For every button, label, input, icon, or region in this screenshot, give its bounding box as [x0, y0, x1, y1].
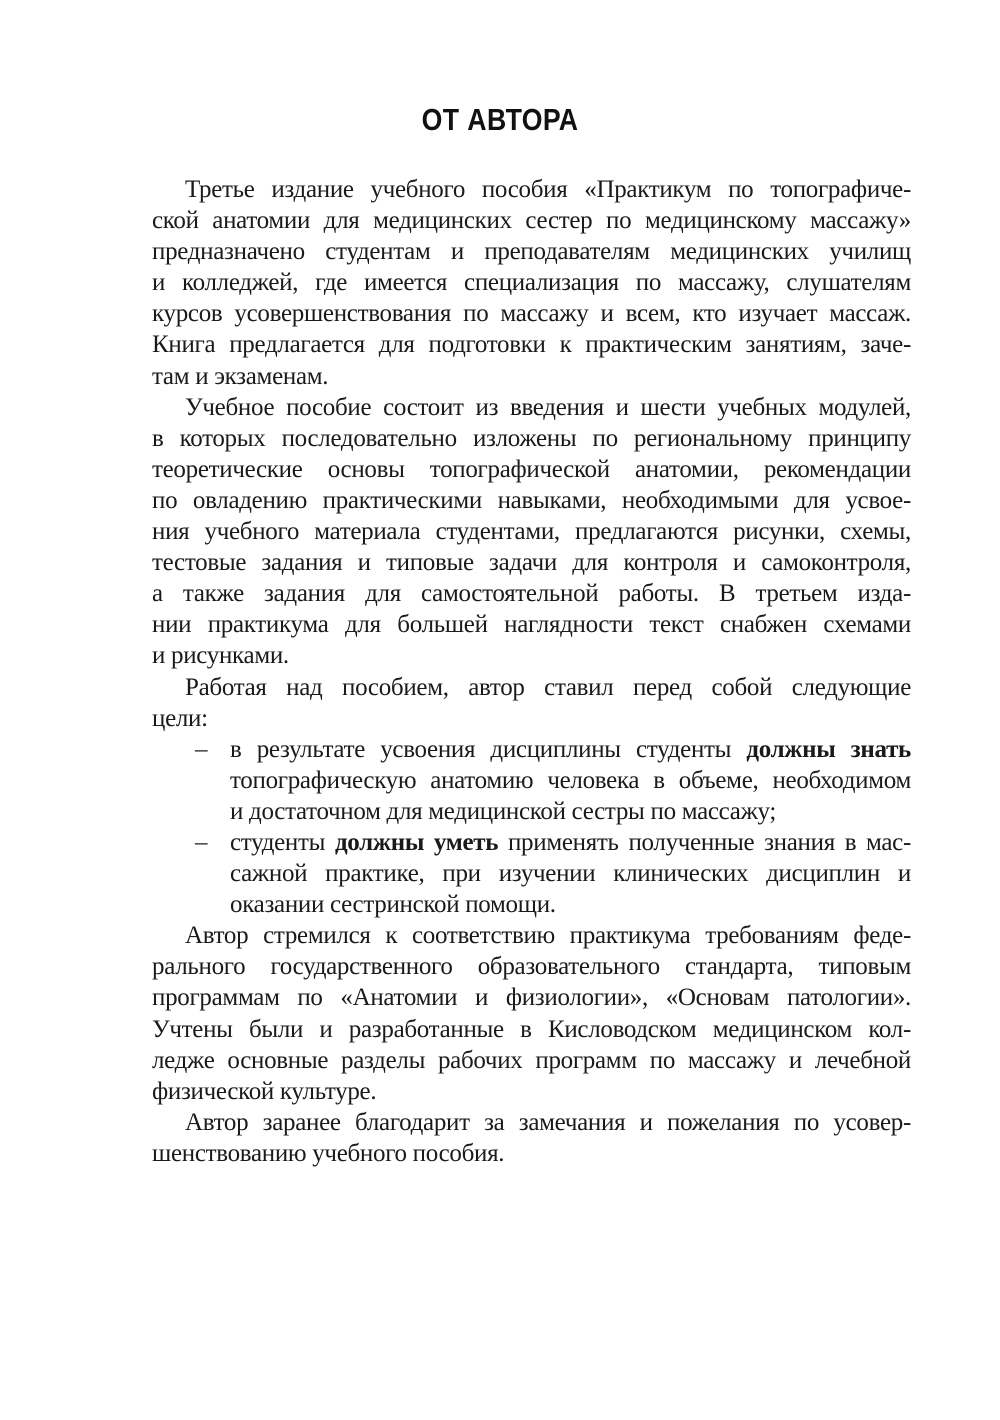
bold-term: должны знать — [746, 735, 911, 763]
dash-bullet: – — [195, 828, 208, 856]
paragraph-2 — [152, 392, 911, 672]
text-span: в результате усвоения дисциплины студенты — [230, 735, 747, 763]
text-line: тестовые задания и типовые задачи для контроля и самоконтроля, — [152, 549, 911, 577]
text-line: в которых последовательно изложены по региональному принципу — [152, 424, 911, 452]
text-line: Книга предлагается для подготовки к практическим занятиям, заче- — [152, 331, 911, 359]
body-text — [152, 174, 911, 1169]
bullet-item-2 — [152, 827, 911, 920]
text-span: студенты — [230, 828, 335, 856]
text-line: программам по «Анатомии и физиологии», «Основам патологии». — [152, 984, 911, 1012]
text-line: Автор стремился к соответствию практикума требованиям феде- — [185, 922, 911, 950]
text-line: оказании сестринской помощи. — [230, 891, 556, 919]
text-line: и достаточном для медицинской сестры по массажу; — [230, 797, 777, 825]
text-line: курсов усовершенствования по массажу и всем, кто изучает массаж. — [152, 300, 911, 328]
text-line: топографическую анатомию человека в объеме, необходимом — [230, 766, 911, 794]
page-title: ОТ АВТОРА — [421, 102, 579, 137]
bold-term: должны уметь — [334, 828, 499, 856]
paragraph-5 — [152, 1107, 911, 1169]
text-line: по овладению практическими навыками, необходимыми для усвое- — [152, 486, 911, 514]
text-line: Учтены были и разработанные в Кисловодском медицинском кол- — [152, 1015, 911, 1043]
text-line: теоретические основы топографической анатомии, рекомендации — [152, 455, 911, 483]
text-line: предназначено студентам и преподавателям медицинских училищ — [152, 238, 911, 266]
text-line: ледже основные разделы рабочих программ по массажу и лечебной — [152, 1046, 911, 1074]
text-line: Учебное пособие состоит из введения и шести учебных модулей, — [185, 393, 911, 421]
text-line: и колледжей, где имеется специализация по массажу, слушателям — [152, 269, 911, 297]
paragraph-1 — [152, 174, 911, 392]
text-line: Третье издание учебного пособия «Практикум по топографиче- — [185, 176, 911, 203]
text-line — [152, 734, 911, 765]
text-line: ния учебного материала студентами, предлагаются рисунки, схемы, — [152, 518, 911, 546]
paragraph-4 — [152, 920, 911, 1107]
text-line: Автор заранее благодарит за замечания и пожелания по усовер- — [185, 1108, 911, 1136]
text-line: там и экзаменам. — [152, 362, 329, 390]
text-line — [152, 827, 911, 858]
paragraph-3 — [152, 672, 911, 734]
text-line: рального государственного образовательного стандарта, типовым — [152, 953, 911, 981]
text-line: и рисунками. — [152, 642, 289, 670]
text-line: сажной практике, при изучении клинических дисциплин и — [230, 860, 911, 888]
dash-bullet: – — [195, 735, 208, 763]
text-span: применять полученные знания в мас- — [498, 828, 911, 856]
text-line: цели: — [152, 704, 208, 732]
text-line: Работая над пособием, автор ставил перед собой следующие — [185, 673, 911, 701]
bullet-item-1 — [152, 734, 911, 827]
text-line: физической культуре. — [152, 1077, 377, 1105]
text-line: нии практикума для большей наглядности текст снабжен схемами — [152, 611, 911, 639]
text-line: ской анатомии для медицинских сестер по медицинскому массажу» — [152, 207, 911, 235]
text-line: а также задания для самостоятельной работы. В третьем изда- — [152, 580, 911, 608]
text-line: шенствованию учебного пособия. — [152, 1139, 505, 1167]
